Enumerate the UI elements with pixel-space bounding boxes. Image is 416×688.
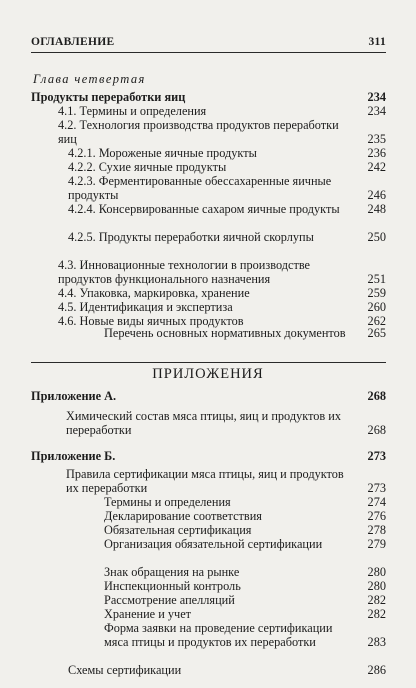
toc-entry-page: 280 xyxy=(367,565,386,579)
toc-entry xyxy=(58,104,386,118)
toc-entry-page: 234 xyxy=(367,104,386,118)
chapter-label: Глава четвертая xyxy=(33,72,146,86)
toc-entry-page: 259 xyxy=(367,286,386,300)
toc-entry-page: 274 xyxy=(367,495,386,509)
toc-entry-page: 279 xyxy=(367,537,386,551)
appendix-entry xyxy=(104,621,386,649)
toc-entry-title: Инспекционный контроль xyxy=(104,579,241,593)
toc-entry-title: 4.2.4. Консервированные сахаром яичные продукты xyxy=(68,202,340,216)
appendix-entry xyxy=(104,523,386,537)
toc-entry-page: 236 xyxy=(367,146,386,160)
toc-entry-title: Перечень основных нормативных документов xyxy=(104,326,346,340)
appendix-entry xyxy=(31,449,386,463)
toc-entry-page: 280 xyxy=(367,579,386,593)
toc-entry-page: 265 xyxy=(367,326,386,340)
appendix-entry xyxy=(66,467,386,495)
toc-entry xyxy=(58,118,386,146)
appendix-entry xyxy=(66,409,386,437)
running-header xyxy=(31,36,386,48)
appendix-entry xyxy=(68,663,386,677)
toc-entry xyxy=(68,230,386,244)
toc-entry-title: Форма заявки на проведение сертификации мяса птицы и продуктов их переработки xyxy=(104,621,333,649)
toc-entry-title: 4.5. Идентификация и экспертиза xyxy=(58,300,233,314)
toc-entry-title: Термины и определения xyxy=(104,495,231,509)
toc-entry-page: 273 xyxy=(367,481,386,495)
toc-entry-title: 4.2.1. Мороженые яичные продукты xyxy=(68,146,257,160)
toc-entry-title: Знак обращения на рынке xyxy=(104,565,240,579)
toc-entry-page: 262 xyxy=(367,314,386,328)
toc-entry-title: 4.2. Технология производства продуктов переработки яиц xyxy=(58,118,339,146)
toc-entry xyxy=(58,286,386,300)
toc-entry xyxy=(68,202,386,216)
toc-entry-section xyxy=(31,90,386,104)
toc-entry-title: Рассмотрение апелляций xyxy=(104,593,235,607)
toc-entry-title: Правила сертификации мяса птицы, яиц и продуктов их переработки xyxy=(66,467,344,495)
appendix-entry xyxy=(104,565,386,579)
toc-entry-title: 4.4. Упаковка, маркировка, хранение xyxy=(58,286,250,300)
toc-entry xyxy=(58,300,386,314)
toc-entry-title: Химический состав мяса птицы, яиц и продуктов их переработки xyxy=(66,409,342,437)
toc-entry-page: 286 xyxy=(367,663,386,677)
toc-entry-page: 242 xyxy=(367,160,386,174)
toc-entry-title: 4.2.2. Сухие яичные продукты xyxy=(68,160,227,174)
toc-entry xyxy=(68,174,386,202)
appendices-heading: ПРИЛОЖЕНИЯ xyxy=(152,366,264,382)
toc-entry-title: Приложение А. xyxy=(31,389,117,403)
toc-entry-title: 4.3. Инновационные технологии в производстве продуктов функционального назначения xyxy=(58,258,311,286)
toc-entry-page: 268 xyxy=(367,389,386,403)
toc-entry-page: 246 xyxy=(367,188,386,202)
toc-entry xyxy=(58,258,386,286)
toc-entry-title: 4.6. Новые виды яичных продуктов xyxy=(58,314,244,328)
toc-entry-title: 4.2.3. Ферментированные обессахаренные яичные продукты xyxy=(68,174,332,202)
appendix-entry xyxy=(104,607,386,621)
toc-entry-page: 234 xyxy=(367,90,386,104)
toc-entry xyxy=(68,160,386,174)
toc-entry-title: Продукты переработки яиц xyxy=(31,90,186,104)
toc-entry-page: 276 xyxy=(367,509,386,523)
toc-entry-page: 235 xyxy=(367,132,386,146)
toc-entry-page: 282 xyxy=(367,607,386,621)
appendix-entry xyxy=(104,579,386,593)
appendix-entry xyxy=(31,389,386,403)
toc-entry-title: 4.1. Термины и определения xyxy=(58,104,207,118)
toc-entry-page: 248 xyxy=(367,202,386,216)
toc-entry-title: 4.2.5. Продукты переработки яичной скорлупы xyxy=(68,230,314,244)
page-number: 311 xyxy=(368,36,386,48)
section-divider xyxy=(31,362,386,363)
toc-entry-page: 268 xyxy=(367,423,386,437)
header-rule xyxy=(31,52,386,53)
running-header-title: ОГЛАВЛЕНИЕ xyxy=(31,36,115,48)
toc-entry-page: 282 xyxy=(367,593,386,607)
appendix-entry xyxy=(104,495,386,509)
appendix-entry xyxy=(104,537,386,551)
toc-entry-title: Декларирование соответствия xyxy=(104,509,262,523)
toc-entry-title: Организация обязательной сертификации xyxy=(104,537,323,551)
toc-entry-page: 273 xyxy=(367,449,386,463)
toc-entry-page: 250 xyxy=(367,230,386,244)
toc-entry-page: 278 xyxy=(367,523,386,537)
toc-entry-title: Обязательная сертификация xyxy=(104,523,252,537)
appendix-entry xyxy=(104,509,386,523)
toc-entry-title: Приложение Б. xyxy=(31,449,116,463)
toc-entry xyxy=(104,326,386,340)
toc-entry-page: 283 xyxy=(367,635,386,649)
toc-entry-page: 260 xyxy=(367,300,386,314)
appendix-entry xyxy=(104,593,386,607)
toc-entry-title: Хранение и учет xyxy=(104,607,192,621)
toc-entry-title: Схемы сертификации xyxy=(68,663,182,677)
toc-entry xyxy=(68,146,386,160)
toc-entry-page: 251 xyxy=(367,272,386,286)
